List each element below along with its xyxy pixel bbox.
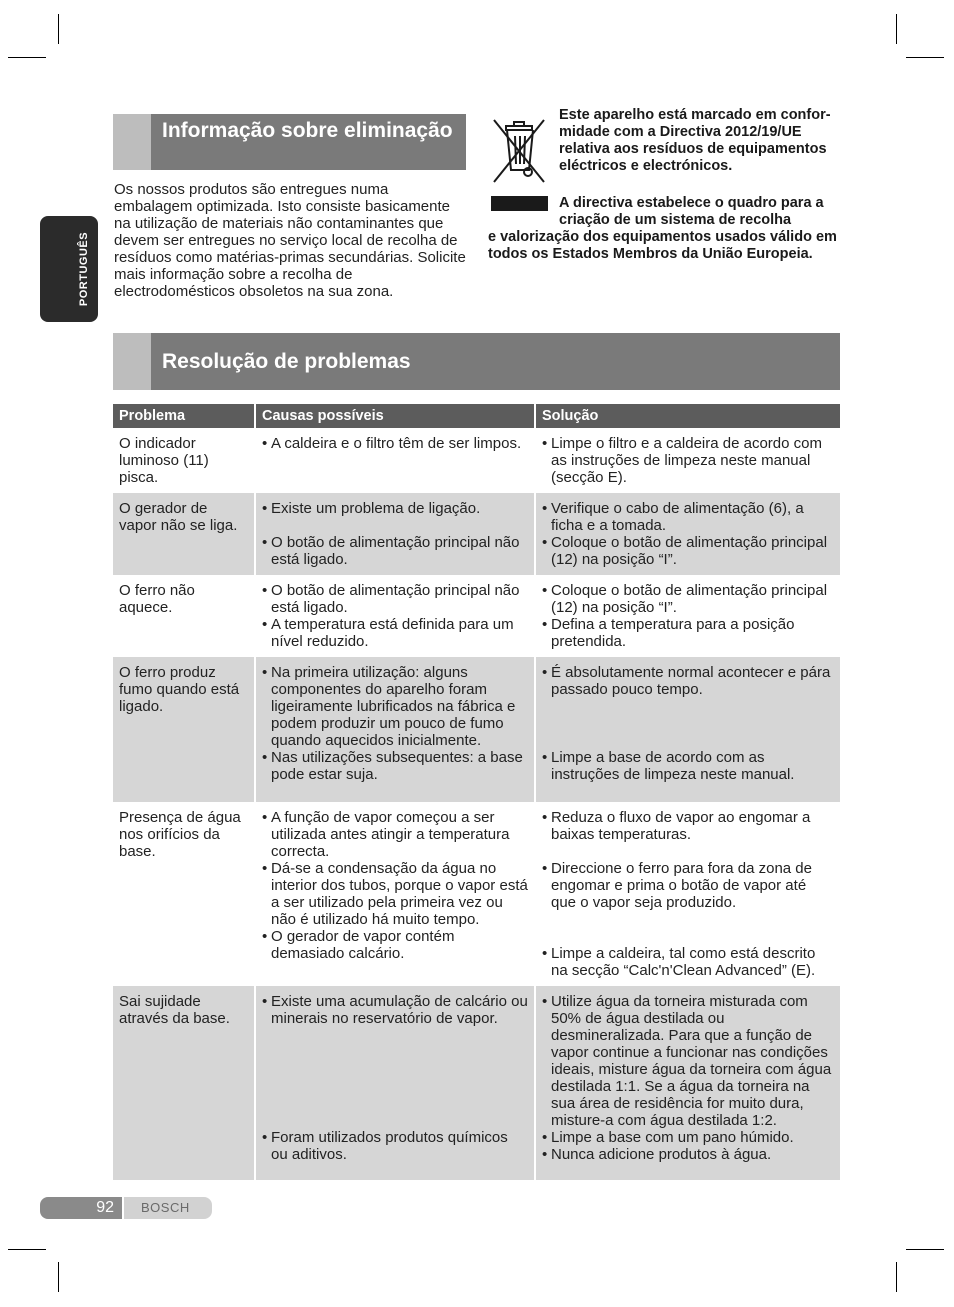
solutions-cell	[534, 428, 840, 493]
causes-cell	[254, 428, 534, 493]
brand-label: BOSCH	[124, 1197, 212, 1219]
cause-item: • A temperatura está definida para um nível reduzido.	[262, 616, 528, 650]
column-header: Causas possíveis	[254, 404, 534, 428]
crop-mark	[896, 14, 897, 44]
cause-item: • O botão de alimentação principal não está ligado.	[262, 534, 528, 568]
cause-item: • O gerador de vapor contém demasiado calcário.	[262, 928, 528, 962]
solution-item: • Limpe a base de acordo com as instruções de limpeza neste manual.	[542, 749, 834, 783]
causes-cell	[254, 986, 534, 1180]
solution-item: • Coloque o botão de alimentação principal (12) na posição “I”.	[542, 534, 834, 568]
solution-item: • Direccione o ferro para fora da zona de engomar e prima o botão de vapor até que o vapor seja produzido.	[542, 860, 834, 911]
causes-cell	[254, 657, 534, 802]
table-header-row	[113, 404, 840, 428]
problem-cell: Presença de água nos orifícios da base.	[119, 809, 241, 860]
cause-item: • Dá-se a condensação da água no interior dos tubos, porque o vapor está a ser utilizado pela primeira vez ou não é utilizado há muito tempo.	[262, 860, 528, 928]
crop-mark	[906, 57, 944, 58]
solutions-cell	[534, 657, 840, 802]
heading-accent	[113, 114, 151, 170]
section-heading-troubleshooting	[113, 333, 840, 390]
causes-cell	[254, 493, 534, 575]
table-row	[113, 986, 840, 1180]
causes-cell	[254, 802, 534, 986]
table-row	[113, 428, 840, 493]
crop-mark	[896, 1262, 897, 1292]
solution-item: • Verifique o cabo de alimentação (6), a ficha e a tomada.	[542, 500, 834, 534]
solution-item: • É absolutamente normal acontecer e pára passado pouco tempo.	[542, 664, 834, 698]
solution-item: • Limpe a caldeira, tal como está descrito na secção “Calc'n'Clean Advanced” (E).	[542, 945, 834, 979]
cause-item: • Nas utilizações subsequentes: a base pode estar suja.	[262, 749, 528, 783]
table-row	[113, 575, 840, 657]
cause-item: • Na primeira utilização: alguns componentes do aparelho foram ligeiramente lubrificados na fábrica e podem produzir um pouco de fumo quando aquecidos inicialmente.	[262, 664, 528, 749]
solutions-cell	[534, 986, 840, 1180]
problem-cell: O indicador luminoso (11) pisca.	[119, 435, 209, 486]
solution-item: • Utilize água da torneira misturada com 50% de água destilada ou desmineralizada. Para que a função de vapor continue a funcionar nas condições ideais, misture água da torneira com água destilada 1:1. Se a água da torneira na sua área de residência for muito dura, misture-a com água destilada 1:2.	[542, 993, 834, 1129]
column-header: Problema	[113, 404, 254, 428]
directive-text: e valorização dos equipamentos usados válido em todos os Estados Membros da União Europeia.	[488, 229, 837, 262]
cause-item: • O botão de alimentação principal não está ligado.	[262, 582, 528, 616]
language-tab	[40, 216, 98, 322]
cause-item: • Existe um problema de ligação.	[262, 500, 528, 517]
solutions-cell	[534, 802, 840, 986]
solution-item: • Nunca adicione produtos à água.	[542, 1146, 834, 1163]
cause-item: • A caldeira e o filtro têm de ser limpos.	[262, 435, 528, 452]
causes-cell	[254, 575, 534, 657]
crop-mark	[8, 1249, 46, 1250]
solution-item: • Limpe a base com um pano húmido.	[542, 1129, 834, 1146]
table-row	[113, 657, 840, 802]
cause-item: • Foram utilizados produtos químicos ou aditivos.	[262, 1129, 528, 1163]
crop-mark	[8, 57, 46, 58]
table-row	[113, 493, 840, 575]
problem-cell: O ferro produz fumo quando está ligado.	[113, 657, 254, 802]
column-header: Solução	[534, 404, 840, 428]
troubleshooting-table	[113, 404, 840, 1180]
problem-cell: O ferro não aquece.	[119, 582, 195, 616]
solution-item: • Defina a temperatura para a posição pretendida.	[542, 616, 834, 650]
solutions-cell	[534, 493, 840, 575]
cause-item: • A função de vapor começou a ser utilizada antes atingir a temperatura correcta.	[262, 809, 528, 860]
solution-item: • Reduza o fluxo de vapor ao engomar a baixas temperaturas.	[542, 809, 834, 843]
table-row	[113, 802, 840, 986]
crossed-out-wheeled-bin-icon	[488, 114, 550, 188]
solution-item: • Limpe o filtro e a caldeira de acordo com as instruções de limpeza neste manual (secção E).	[542, 435, 834, 486]
section-title: Informação sobre eliminação	[162, 119, 453, 142]
solution-item: • Coloque o botão de alimentação principal (12) na posição “I”.	[542, 582, 834, 616]
problem-cell: Sai sujidade através da base.	[113, 986, 254, 1180]
heading-accent	[113, 333, 151, 390]
directive-text: A directiva estabelece o quadro para a criação de um sistema de recolha	[559, 195, 824, 228]
crop-mark	[906, 1249, 944, 1250]
language-tab-label: PORTUGUÊS	[78, 231, 90, 307]
section-heading-disposal	[113, 114, 466, 170]
problem-cell: O gerador de vapor não se liga.	[113, 493, 254, 575]
page-number: 92	[40, 1197, 122, 1219]
directive-text: Este aparelho está marcado em confor-midade com a Directiva 2012/19/UE relativa aos resíduos de equipamentos eléctricos e electrónicos.	[559, 107, 831, 174]
cause-item: • Existe uma acumulação de calcário ou minerais no reservatório de vapor.	[262, 993, 528, 1027]
crop-mark	[58, 1262, 59, 1292]
weee-bar	[491, 196, 548, 211]
solutions-cell	[534, 575, 840, 657]
section-title: Resolução de problemas	[162, 350, 411, 373]
crop-mark	[58, 14, 59, 44]
disposal-paragraph: Os nossos produtos são entregues numa embalagem optimizada. Isto consiste basicamente na utilização de materiais não contaminantes que devem ser entregues no serviço local de recolha de resíduos como matérias-primas secundárias. Solicite mais informação sobre a recolha de electrodomésticos obsoletos na sua zona.	[114, 181, 466, 300]
